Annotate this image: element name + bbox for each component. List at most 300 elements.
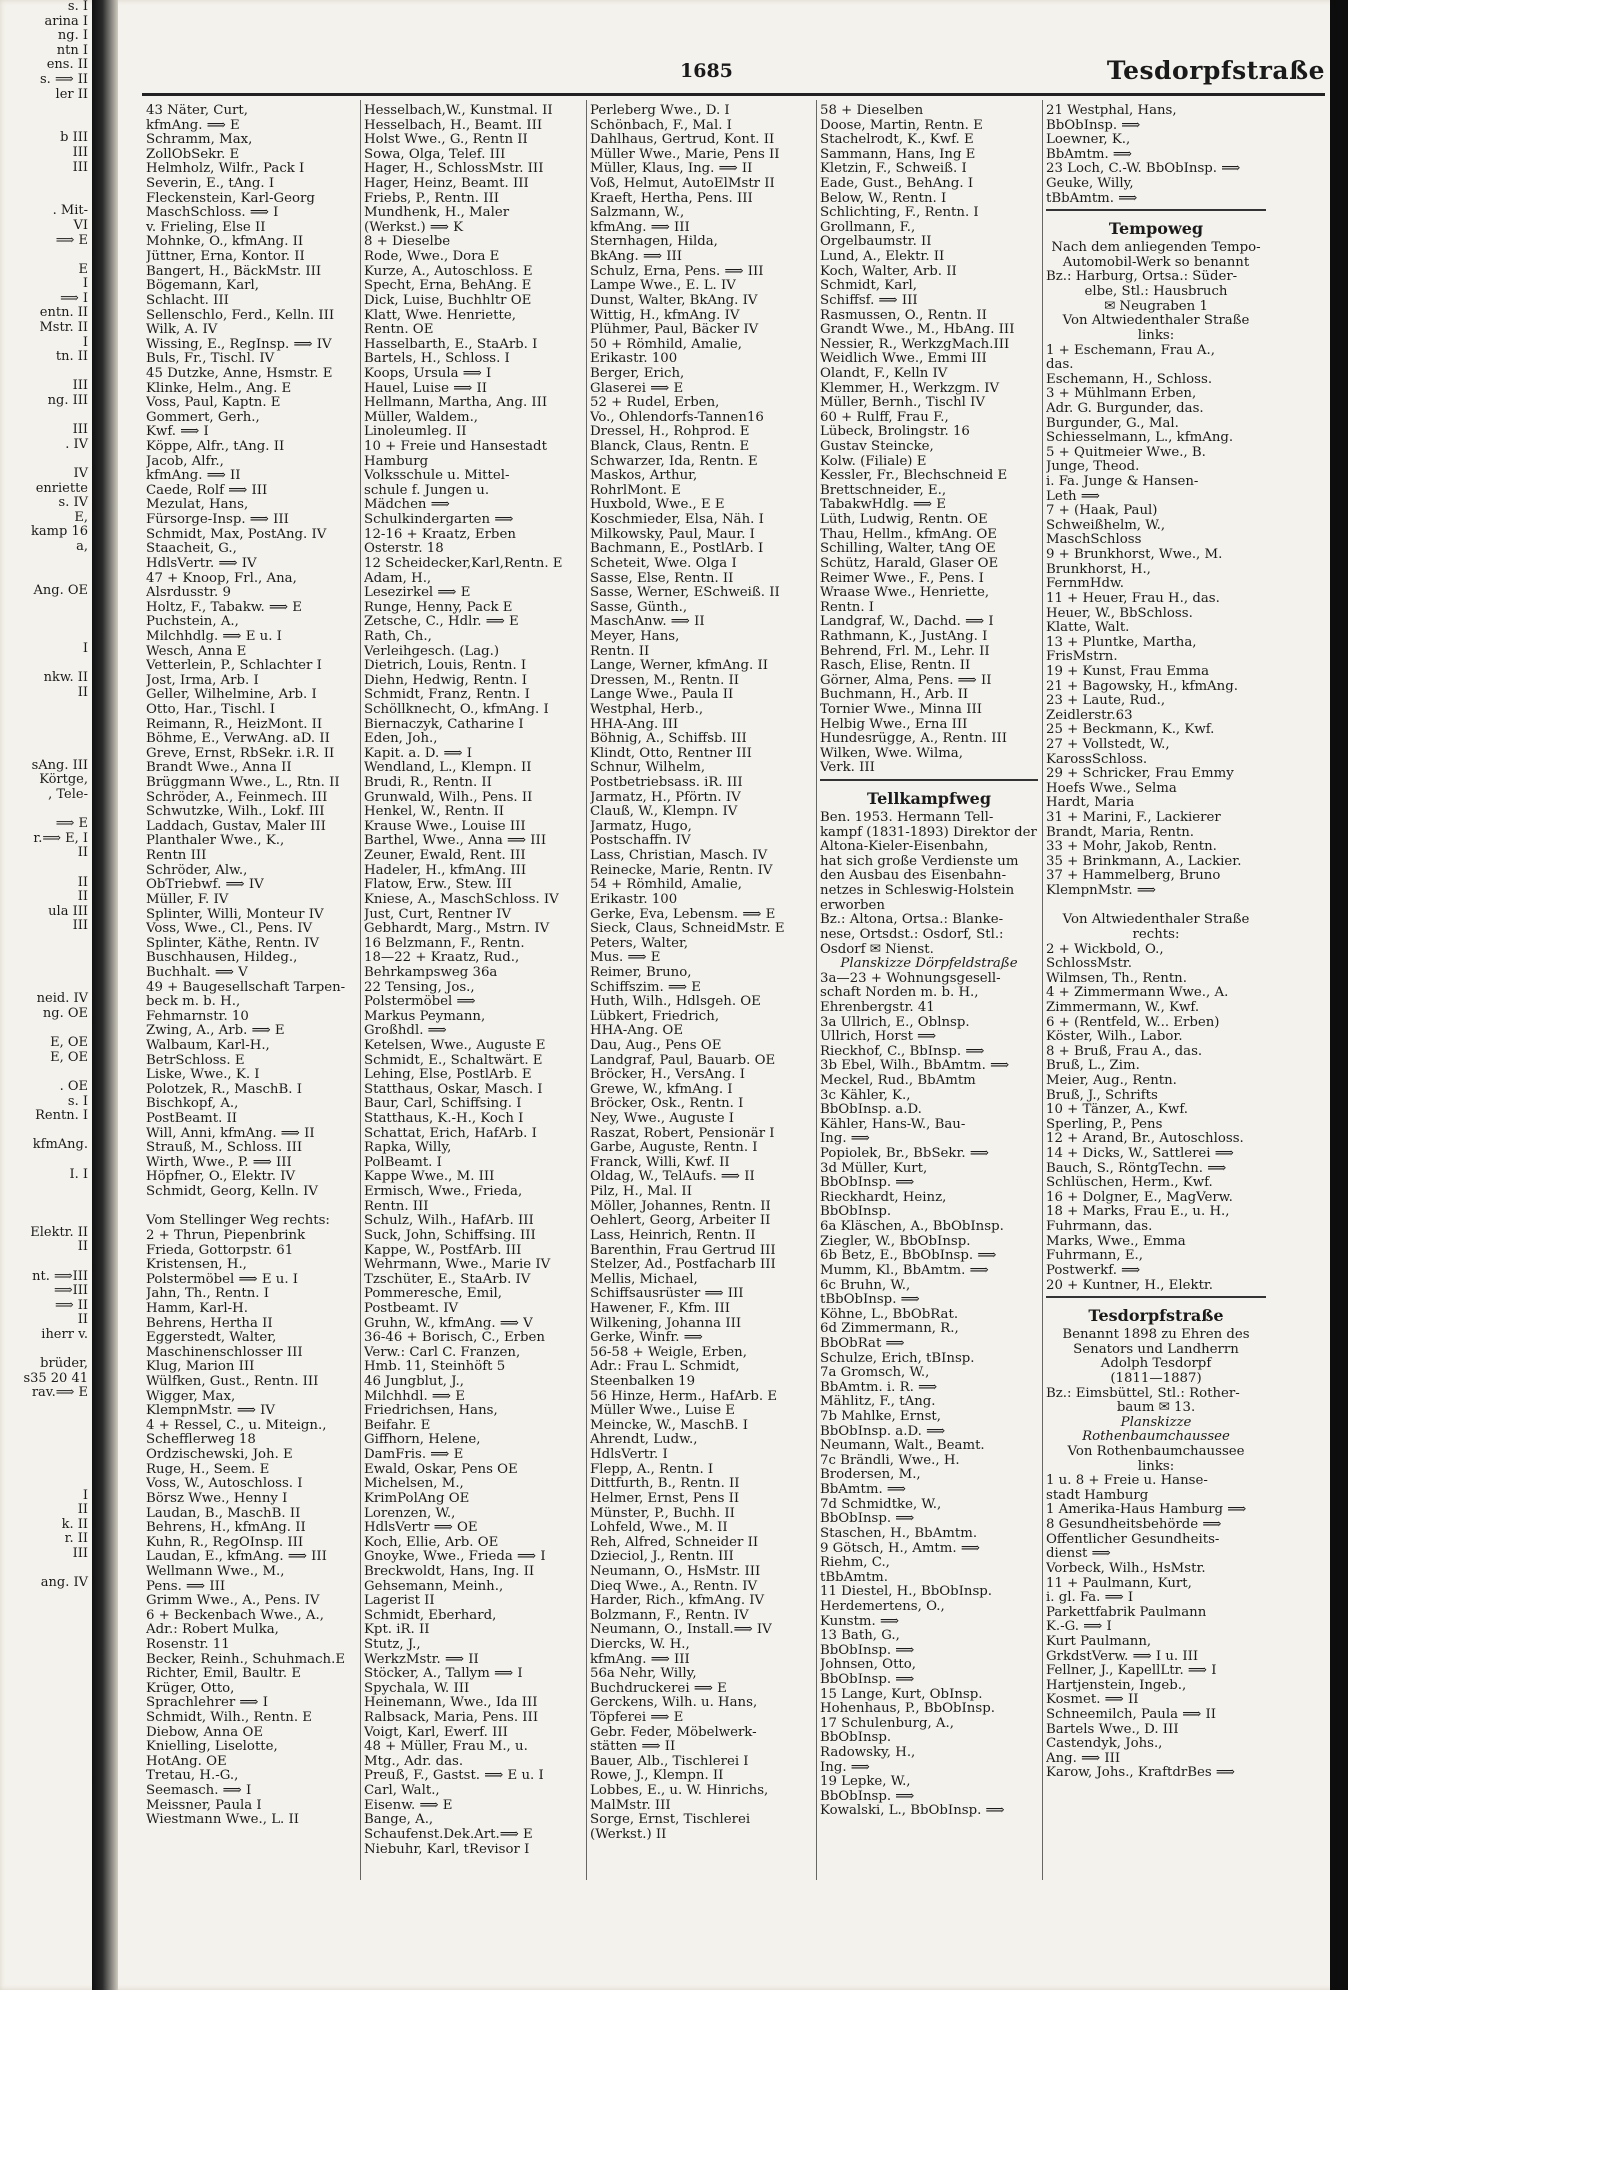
directory-entry: Vo., Ohlendorfs-Tannen16 [590,410,764,425]
strip-line: arina I [44,13,88,29]
strip-line: r.⟹ E, I [33,830,88,846]
directory-entry: 35 + Brinkmann, A., Lackier. [1046,854,1242,869]
section-rule [1046,209,1266,211]
street-heading: Tellkampfweg [867,789,991,809]
strip-line: . OE [59,1078,88,1094]
directory-entry: 33 + Mohr, Jakob, Rentn. [1046,840,1217,855]
directory-entry: Runge, Henny, Pack E [364,600,513,615]
directory-entry: Rasmussen, O., Rentn. II [820,308,987,323]
directory-entry: BkAng. ⟹ III [590,250,683,265]
directory-entry: Postwerkf. ⟹ [1046,1263,1141,1278]
directory-entry: Reh, Alfred, Schneider II [590,1535,759,1550]
directory-entry: Lüth, Ludwig, Rentn. OE [820,513,988,528]
directory-entry: BbObInsp. [820,1205,892,1220]
strip-line: nt. ⟹III [32,1268,88,1284]
directory-entry: Voß, Helmut, AutoElMstr II [590,177,775,192]
directory-entry: Helmer, Ernst, Pens II [590,1491,740,1506]
directory-entry: Sieck, Claus, SchneidMstr. E [590,922,785,937]
directory-entry: 3 + Mühlmann Erben, [1046,387,1197,402]
directory-entry: Schilling, Walter, tAng OE [820,542,996,557]
strip-line [0,861,92,876]
directory-entry: Fleckenstein, Karl-Georg [146,191,315,206]
directory-entry: HHA-Ang. OE [590,1024,684,1039]
directory-entry: Adam, H., [364,571,432,586]
directory-entry: Lübkert, Friedrich, [590,1009,720,1024]
strip-line: E, [74,509,88,525]
directory-entry: 1 + Eschemann, Frau A., [1046,343,1215,358]
directory-entry: Dick, Luise, Buchhltr OE [364,293,532,308]
directory-entry: Gehsemann, Meinh., [364,1579,504,1594]
directory-column-4 [820,104,1038,1894]
directory-entry: 11 Diestel, H., BbObInsp. [820,1585,993,1600]
strip-line: E, OE [50,1049,88,1065]
directory-entry: Westphal, Herb., [590,702,704,717]
directory-entry: kfmAng. ⟹ III [590,1652,690,1667]
directory-entry: Münster, P., Buchh. II [590,1506,735,1521]
directory-entry: Buchmann, H., Arb. II [820,688,969,703]
directory-entry: 60 + Rulff, Frau F., [820,410,949,425]
strip-line [0,730,92,745]
directory-entry: Brodersen, M., [820,1468,921,1483]
directory-entry: Vorbeck, Wilh., HsMstr. [1046,1561,1206,1576]
directory-entry: 6c Bruhn, W., [820,1278,911,1293]
directory-entry: Huth, Wilh., Hdlsgeh. OE [590,995,761,1010]
strip-line [0,1022,92,1037]
directory-entry: stadt Hamburg [1046,1488,1149,1503]
strip-line: ⟹ E [55,232,88,248]
directory-entry: Mädchen ⟹ [364,498,450,513]
directory-entry: 48 + Müller, Frau M., u. [364,1740,528,1755]
directory-entry: BetrSchloss. E [146,1053,245,1068]
directory-entry: Kowalski, L., BbObInsp. ⟹ [820,1804,1005,1819]
strip-line [0,1562,92,1577]
directory-entry: Perleberg Wwe., D. I [590,104,730,118]
directory-entry: Ahrendt, Ludw., [590,1433,698,1448]
strip-line [0,190,92,205]
directory-entry: Grewe, W., kfmAng. I [590,1082,733,1097]
directory-entry: Meyer, Hans, [590,629,680,644]
directory-entry: Zimmermann, W., Kwf. [1046,1000,1200,1015]
directory-entry: Voss, Paul, Kaptn. E [146,396,281,411]
directory-entry: 11 + Paulmann, Kurt, [1046,1576,1192,1591]
directory-entry: Diehn, Hedwig, Rentn. I [364,673,527,688]
directory-entry: 54 + Römhild, Amalie, [590,878,742,893]
strip-line: entn. II [39,305,88,321]
strip-line [0,613,92,628]
directory-entry: TabakwHdlg. ⟹ E [820,498,946,513]
directory-entry: stätten ⟹ II [590,1740,676,1755]
directory-entry: Wilmsen, Th., Rentn. [1046,971,1187,986]
directory-entry: Bartels Wwe., D. III [1046,1722,1179,1737]
book-spine [92,0,118,1990]
directory-entry: Berger, Erich, [590,366,685,381]
directory-entry: Hardt, Maria [1046,796,1135,811]
strip-line: I [82,641,88,657]
strip-line: neid. IV [36,991,88,1007]
directory-entry: Ziegler, W., BbObInsp. [820,1234,971,1249]
directory-entry: Wilkening, Johanna III [590,1316,742,1331]
directory-entry: Huxbold, Wwe., E E [590,498,725,513]
directory-entry: Friebs, P., Rentn. III [364,191,499,206]
directory-column-1 [146,104,358,1894]
directory-entry: Zeidlerstr.63 [1046,708,1133,723]
directory-entry: BbObInsp. a.D. [820,1103,922,1118]
strip-line [0,1197,92,1212]
directory-entry: Suck, John, Schiffsing. III [364,1228,536,1243]
directory-entry: Bz.: Eimsbüttel, Stl.: Rother- [1046,1386,1240,1401]
directory-entry: Meier, Aug., Rentn. [1046,1074,1177,1088]
directory-entry: 49 + Baugesellschaft Tarpen- [146,980,346,995]
directory-column-2 [364,104,582,1894]
directory-entry: KlempnMstr. ⟹ IV [146,1404,276,1419]
directory-entry: Verleihgesch. (Lag.) [364,644,500,659]
directory-entry: tBbAmtm. ⟹ [1046,191,1138,206]
directory-entry: Holtz, F., Tabakw. ⟹ E [146,600,303,615]
directory-entry: Michelsen, M., [364,1477,464,1492]
directory-entry: Schmidt, E., Schaltwärt. E [364,1053,543,1068]
strip-line: III [72,422,88,438]
directory-entry: Marks, Wwe., Emma [1046,1234,1186,1249]
directory-entry: Baur, Carl, Schiffsing. I [364,1097,522,1112]
directory-entry: Pens. ⟹ III [146,1579,226,1594]
strip-line: I [82,334,88,350]
street-note: Von Altwiedenthaler Straße [1062,913,1250,928]
directory-entry: Koch, Ellie, Arb. OE [364,1535,499,1550]
directory-entry: Postbetriebsass. iR. III [590,776,743,791]
directory-entry: Brüggmann Wwe., L., Rtn. II [146,776,340,791]
directory-entry: Rath, Ch., [364,629,432,644]
directory-entry: Sellenschlo, Ferd., Kelln. III [146,308,335,323]
strip-line: ⟹ E [55,816,88,832]
directory-entry: Brunkhorst, H., [1046,562,1151,577]
directory-entry: Köster, Wilh., Labor. [1046,1030,1183,1045]
directory-entry: Ewald, Oskar, Pens OE [364,1462,518,1477]
directory-entry: Rieckhardt, Heinz, [820,1190,947,1205]
directory-entry: 2 + Wickbold, O., [1046,942,1164,957]
directory-entry: Staschen, H., BbAmtm. [820,1526,978,1541]
directory-entry: Heinemann, Wwe., Ida III [364,1696,538,1711]
directory-entry: Wigger, Max, [146,1389,236,1404]
directory-entry: Behrkampsweg 36a [364,965,498,980]
directory-entry: Ruge, H., Seem. E [146,1462,270,1477]
directory-entry: ObTriebwf. ⟹ IV [146,878,264,893]
directory-entry: Helbig Wwe., Erna III [820,717,968,732]
directory-entry: 50 + Römhild, Amalie, [590,337,742,352]
directory-entry: Below, W., Rentn. I [820,191,947,206]
street-note: links: [1137,1459,1175,1474]
directory-entry: Karow, Johs., KraftdrBes ⟹ [1046,1766,1235,1781]
plan-reference: Planskizze [1120,1415,1192,1430]
strip-line [0,248,92,263]
directory-entry: 56-58 + Weigle, Erben, [590,1345,747,1360]
directory-entry: Rapka, Willy, [364,1141,452,1156]
directory-entry: 21 Westphal, Hans, [1046,104,1177,118]
strip-line: I [82,276,88,292]
directory-entry: 23 Loch, C.-W. BbObInsp. ⟹ [1046,162,1241,177]
directory-entry: Wülfken, Gust., Rentn. III [146,1375,319,1390]
strip-line: s. IV [58,495,88,511]
strip-line [0,803,92,818]
directory-entry: Rentn. I [820,600,875,615]
directory-entry: schaft Norden m. b. H., [820,986,979,1001]
directory-entry: Tretau, H.-G., [146,1769,239,1784]
directory-entry: Knielling, Liselotte, [146,1740,278,1755]
directory-entry: Puchstein, A., [146,615,239,630]
directory-entry: BbAmtm. ⟹ [820,1483,906,1498]
directory-entry: Reimer Wwe., F., Pens. I [820,571,984,586]
directory-entry: Vetterlein, P., Schlachter I [146,659,322,674]
directory-entry: 4 + Zimmermann Wwe., A. [1046,986,1229,1001]
directory-entry: Ney, Wwe., Auguste I [590,1112,735,1127]
strip-line: II [77,684,88,700]
strip-line [0,1445,92,1460]
directory-entry: HdlsVertr ⟹ OE [364,1521,478,1536]
strip-line [0,978,92,993]
directory-entry: Eade, Gust., BehAng. I [820,177,974,192]
strip-line [0,409,92,424]
page-number: 1685 [680,60,733,82]
directory-column-5 [1046,104,1266,1894]
directory-entry: Bartels, H., Schloss. I [364,352,510,367]
directory-entry: Caede, Rolf ⟹ III [146,483,268,498]
directory-entry: Altona-Kieler-Eisenbahn, [820,840,989,855]
directory-entry: Jacob, Alfr., [146,454,224,469]
directory-entry: Mezulat, Hans, [146,498,249,513]
street-note: baum ✉ 13. [1116,1401,1196,1416]
directory-entry: Frieda, Gottorpstr. 61 [146,1243,294,1258]
directory-entry: Schnur, Wilhelm, [590,761,706,776]
directory-entry: GrkdstVerw. ⟹ I u. III [1046,1649,1199,1664]
directory-entry: Oldag, W., TelAufs. ⟹ II [590,1170,755,1185]
directory-entry: Beifahr. E [364,1418,431,1433]
directory-entry: Peters, Walter, [590,936,689,951]
directory-entry: Tzschüter, E., StaArb. IV [364,1272,531,1287]
directory-entry: Sternhagen, Hilda, [590,235,718,250]
directory-entry: Schramm, Max, [146,133,253,148]
directory-entry: Weidlich Wwe., Emmi III [820,352,987,367]
directory-entry: Burgunder, G., Mal. [1046,416,1179,431]
directory-entry: Bruß, L., Zim. [1046,1059,1140,1074]
directory-entry: 20 + Kuntner, H., Elektr. [1046,1278,1214,1293]
directory-entry: Alsrdusstr. 9 [146,586,231,601]
directory-entry: 6 + (Rentfeld, W... Erben) [1046,1015,1220,1030]
directory-entry: Wellmann Wwe., M., [146,1564,285,1579]
directory-entry: Fuhrmann, E., [1046,1249,1143,1264]
directory-entry: Helmholz, Wilfr., Pack I [146,162,305,177]
directory-entry: Schaufenst.Dek.Art.⟹ E [364,1827,533,1842]
directory-entry: Klinke, Helm., Ang. E [146,381,292,396]
directory-entry: Schiffsausrüster ⟹ III [590,1287,744,1302]
directory-entry: Böhme, E., VerwAng. aD. II [146,732,330,747]
directory-entry: Osdorf ✉ Nienst. [820,942,934,957]
directory-entry: Schattat, Erich, HafArb. I [364,1126,537,1141]
directory-entry: Hamm, Karl-H. [146,1301,248,1316]
directory-entry: 10 + Tänzer, A., Kwf. [1046,1103,1188,1118]
directory-entry: Gerke, Eva, Lebensm. ⟹ E [590,907,776,922]
directory-entry: Verk. III [820,761,875,776]
directory-entry: Rasch, Elise, Rentn. II [820,659,971,674]
directory-entry: 12 Scheidecker,Karl,Rentn. E [364,556,563,571]
directory-entry: BbObInsp. ⟹ [820,1643,915,1658]
directory-entry: Bachmann, E., PostlArb. I [590,542,764,557]
directory-entry: Popiolek, Br., BbSekr. ⟹ [820,1147,989,1162]
directory-entry: Behrens, H., kfmAng. II [146,1521,306,1536]
directory-entry: Mählitz, F., tAng. [820,1395,936,1410]
directory-entry: Lange, Werner, kfmAng. II [590,659,768,674]
strip-line: Elektr. II [30,1224,88,1240]
directory-entry: Börsz Wwe., Henny I [146,1491,288,1506]
directory-entry: DamFris. ⟹ E [364,1448,464,1463]
strip-line [0,1401,92,1416]
directory-entry: schule f. Jungen u. [364,483,490,498]
directory-entry: Brandt, Maria, Rentn. [1046,825,1195,840]
strip-line: Ang. OE [33,582,88,598]
directory-entry: Dieq Wwe., A., Rentn. IV [590,1579,758,1594]
directory-entry: 37 + Hammelberg, Bruno [1046,869,1221,884]
directory-entry: 25 + Beckmann, K., Kwf. [1046,723,1215,738]
directory-entry: Laudan, B., MaschB. II [146,1506,301,1521]
directory-entry: Junge, Theod. [1046,460,1140,475]
directory-entry: Geller, Wilhelmine, Arb. I [146,688,317,703]
directory-entry: KlempnMstr. ⟹ [1046,884,1156,899]
directory-entry: Adr. G. Burgunder, das. [1046,401,1204,416]
strip-line: s. I [67,0,88,14]
directory-entry: Klatt, Wwe. Henriette, [364,308,516,323]
directory-entry: 6d Zimmermann, R., [820,1322,959,1337]
directory-entry: Lehing, Else, PostlArb. E [364,1068,532,1083]
directory-entry: KrimPolAng OE [364,1491,470,1506]
directory-entry: 13 + Pluntke, Martha, [1046,635,1197,650]
strip-line: IV [73,466,88,481]
directory-entry: Lange Wwe., Paula II [590,688,734,703]
directory-entry: Schlichting, F., Rentn. I [820,206,979,221]
directory-entry: 6b Betz, E., BbObInsp. ⟹ [820,1249,997,1264]
directory-entry: Dittfurth, B., Rentn. II [590,1477,740,1492]
directory-entry: 7 + (Haak, Paul) [1046,504,1158,519]
header-rule [142,93,1325,96]
directory-entry: Hamburg [364,454,429,469]
directory-entry: 36-46 + Borisch, C., Erben [364,1331,545,1346]
directory-entry: Kuhn, R., RegOInsp. III [146,1535,304,1550]
directory-entry: MaschSchloss. ⟹ I [146,206,279,221]
directory-entry: Meckel, Rud., BbAmtm [820,1074,976,1088]
directory-column-3 [590,104,812,1894]
directory-entry: Wilk, A. IV [146,323,218,338]
directory-entry: 43 Näter, Curt, [146,104,248,118]
directory-entry: Liske, Wwe., K. I [146,1068,260,1083]
strip-line [0,744,92,759]
directory-entry: Hesselbach, H., Beamt. III [364,118,543,133]
strip-line [0,598,92,613]
directory-entry: Mundhenk, H., Maler [364,206,510,221]
directory-entry: Schmidt, Karl, [820,279,917,294]
directory-entry: BbAmtm. ⟹ [1046,147,1132,162]
directory-entry: den Ausbau des Eisenbahn- [820,869,1007,884]
directory-entry: Gebr. Feder, Möbelwerk- [590,1725,757,1740]
directory-entry: Lagerist II [364,1594,435,1609]
strip-line: r. II [64,1531,88,1547]
directory-entry: Schulz, Wilh., HafArb. III [364,1214,534,1229]
directory-entry: 12 + Arand, Br., Autoschloss. [1046,1132,1244,1147]
directory-entry: 19 Lepke, W., [820,1775,911,1790]
directory-entry: Bolzmann, F., Rentn. IV [590,1608,749,1623]
directory-entry: Polstermöbel ⟹ [364,995,476,1010]
strip-line: ⟹III [53,1283,88,1299]
directory-entry: Nessier, R., WerkzgMach.III [820,337,1010,352]
directory-entry: Neumann, O., Install.⟹ IV [590,1623,772,1638]
directory-entry: Postschaffn. IV [590,834,691,849]
directory-entry: Gerke, Winfr. ⟹ [590,1331,703,1346]
strip-line [0,1211,92,1226]
directory-entry: BbAmtm. i. R. ⟹ [820,1380,938,1395]
directory-entry: Radowsky, H., [820,1746,916,1761]
directory-entry: Wraase Wwe., Henriette, [820,586,990,601]
directory-entry: Ing. ⟹ [820,1760,870,1775]
directory-entry: 6 + Beckenbach Wwe., A., [146,1608,324,1623]
strip-line [0,175,92,190]
directory-entry: Mus. ⟹ E [590,951,661,966]
directory-entry: Krause Wwe., Louise III [364,819,526,834]
directory-entry: Hundesrügge, A., Rentn. III [820,732,1008,747]
directory-entry: Sprachlehrer ⟹ I [146,1696,268,1711]
directory-entry: Specht, Erna, BehAng. E [364,279,532,294]
directory-entry: 16 + Dolgner, E., MagVerw. [1046,1190,1233,1205]
directory-entry: Buchdruckerei ⟹ E [590,1681,727,1696]
directory-entry: 47 + Knoop, Frl., Ana, [146,571,297,586]
directory-entry: Loewner, K., [1046,133,1131,148]
directory-entry: Hoefs Wwe., Selma [1046,781,1177,796]
directory-entry: Barthel, Wwe., Anna ⟹ III [364,834,547,849]
directory-entry: Diercks, W. H., [590,1637,690,1652]
directory-entry: PostBeamt. II [146,1112,238,1127]
directory-entry: Müller, Klaus, Ing. ⟹ II [590,162,753,177]
section-rule [1046,1296,1266,1298]
directory-entry: Just, Curt, Rentner IV [364,907,512,922]
directory-entry: Koch, Walter, Arb. II [820,264,957,279]
directory-entry: 8 Gesundheitsbehörde ⟹ [1046,1518,1222,1533]
directory-entry: Statthaus, K.-H., Koch I [364,1112,524,1127]
directory-entry: Scheteit, Wwe. Olga I [590,556,737,571]
directory-entry: BbObInsp. ⟹ [820,1672,915,1687]
directory-entry: Kessler, Fr., Blechschneid E [820,469,1008,484]
directory-entry: Giffhorn, Helene, [364,1433,481,1448]
street-note: ✉ Neugraben 1 [1104,299,1208,314]
directory-entry: Hesselbach,W., Kunstmal. II [364,104,553,118]
directory-entry: Grunwald, Wilh., Pens. II [364,790,533,805]
directory-entry: i. gl. Fa. ⟹ I [1046,1591,1134,1606]
directory-entry: Hmb. 11, Steinhöft 5 [364,1360,506,1375]
strip-line [0,657,92,672]
directory-entry: Erikastr. 100 [590,352,678,367]
directory-entry: Milchhdl. ⟹ E [364,1389,465,1404]
strip-line [0,1343,92,1358]
directory-entry: Kraeft, Hertha, Pens. III [590,191,753,206]
column-divider [816,100,817,1880]
strip-line: VI [73,217,88,233]
street-heading: Tempoweg [1108,219,1204,239]
directory-entry: 27 + Vollstedt, W., [1046,737,1170,752]
strip-line: Körtge, [39,772,88,788]
directory-entry: Jarmatz, H., Pförtn. IV [590,790,741,805]
directory-entry: Jarmatz, Hugo, [590,819,692,834]
directory-entry: Voss, W., Autoschloss. I [146,1477,303,1492]
directory-entry: Töpferei ⟹ E [590,1711,684,1726]
plan-reference: Planskizze Dörpfeldstraße [840,957,1018,972]
directory-entry: BbObInsp. ⟹ [1046,118,1141,133]
directory-entry: beck m. b. H., [146,995,241,1010]
directory-entry: Hohenhaus, P., BbObInsp. [820,1702,995,1717]
directory-entry: Johnsen, Otto, [820,1658,916,1673]
